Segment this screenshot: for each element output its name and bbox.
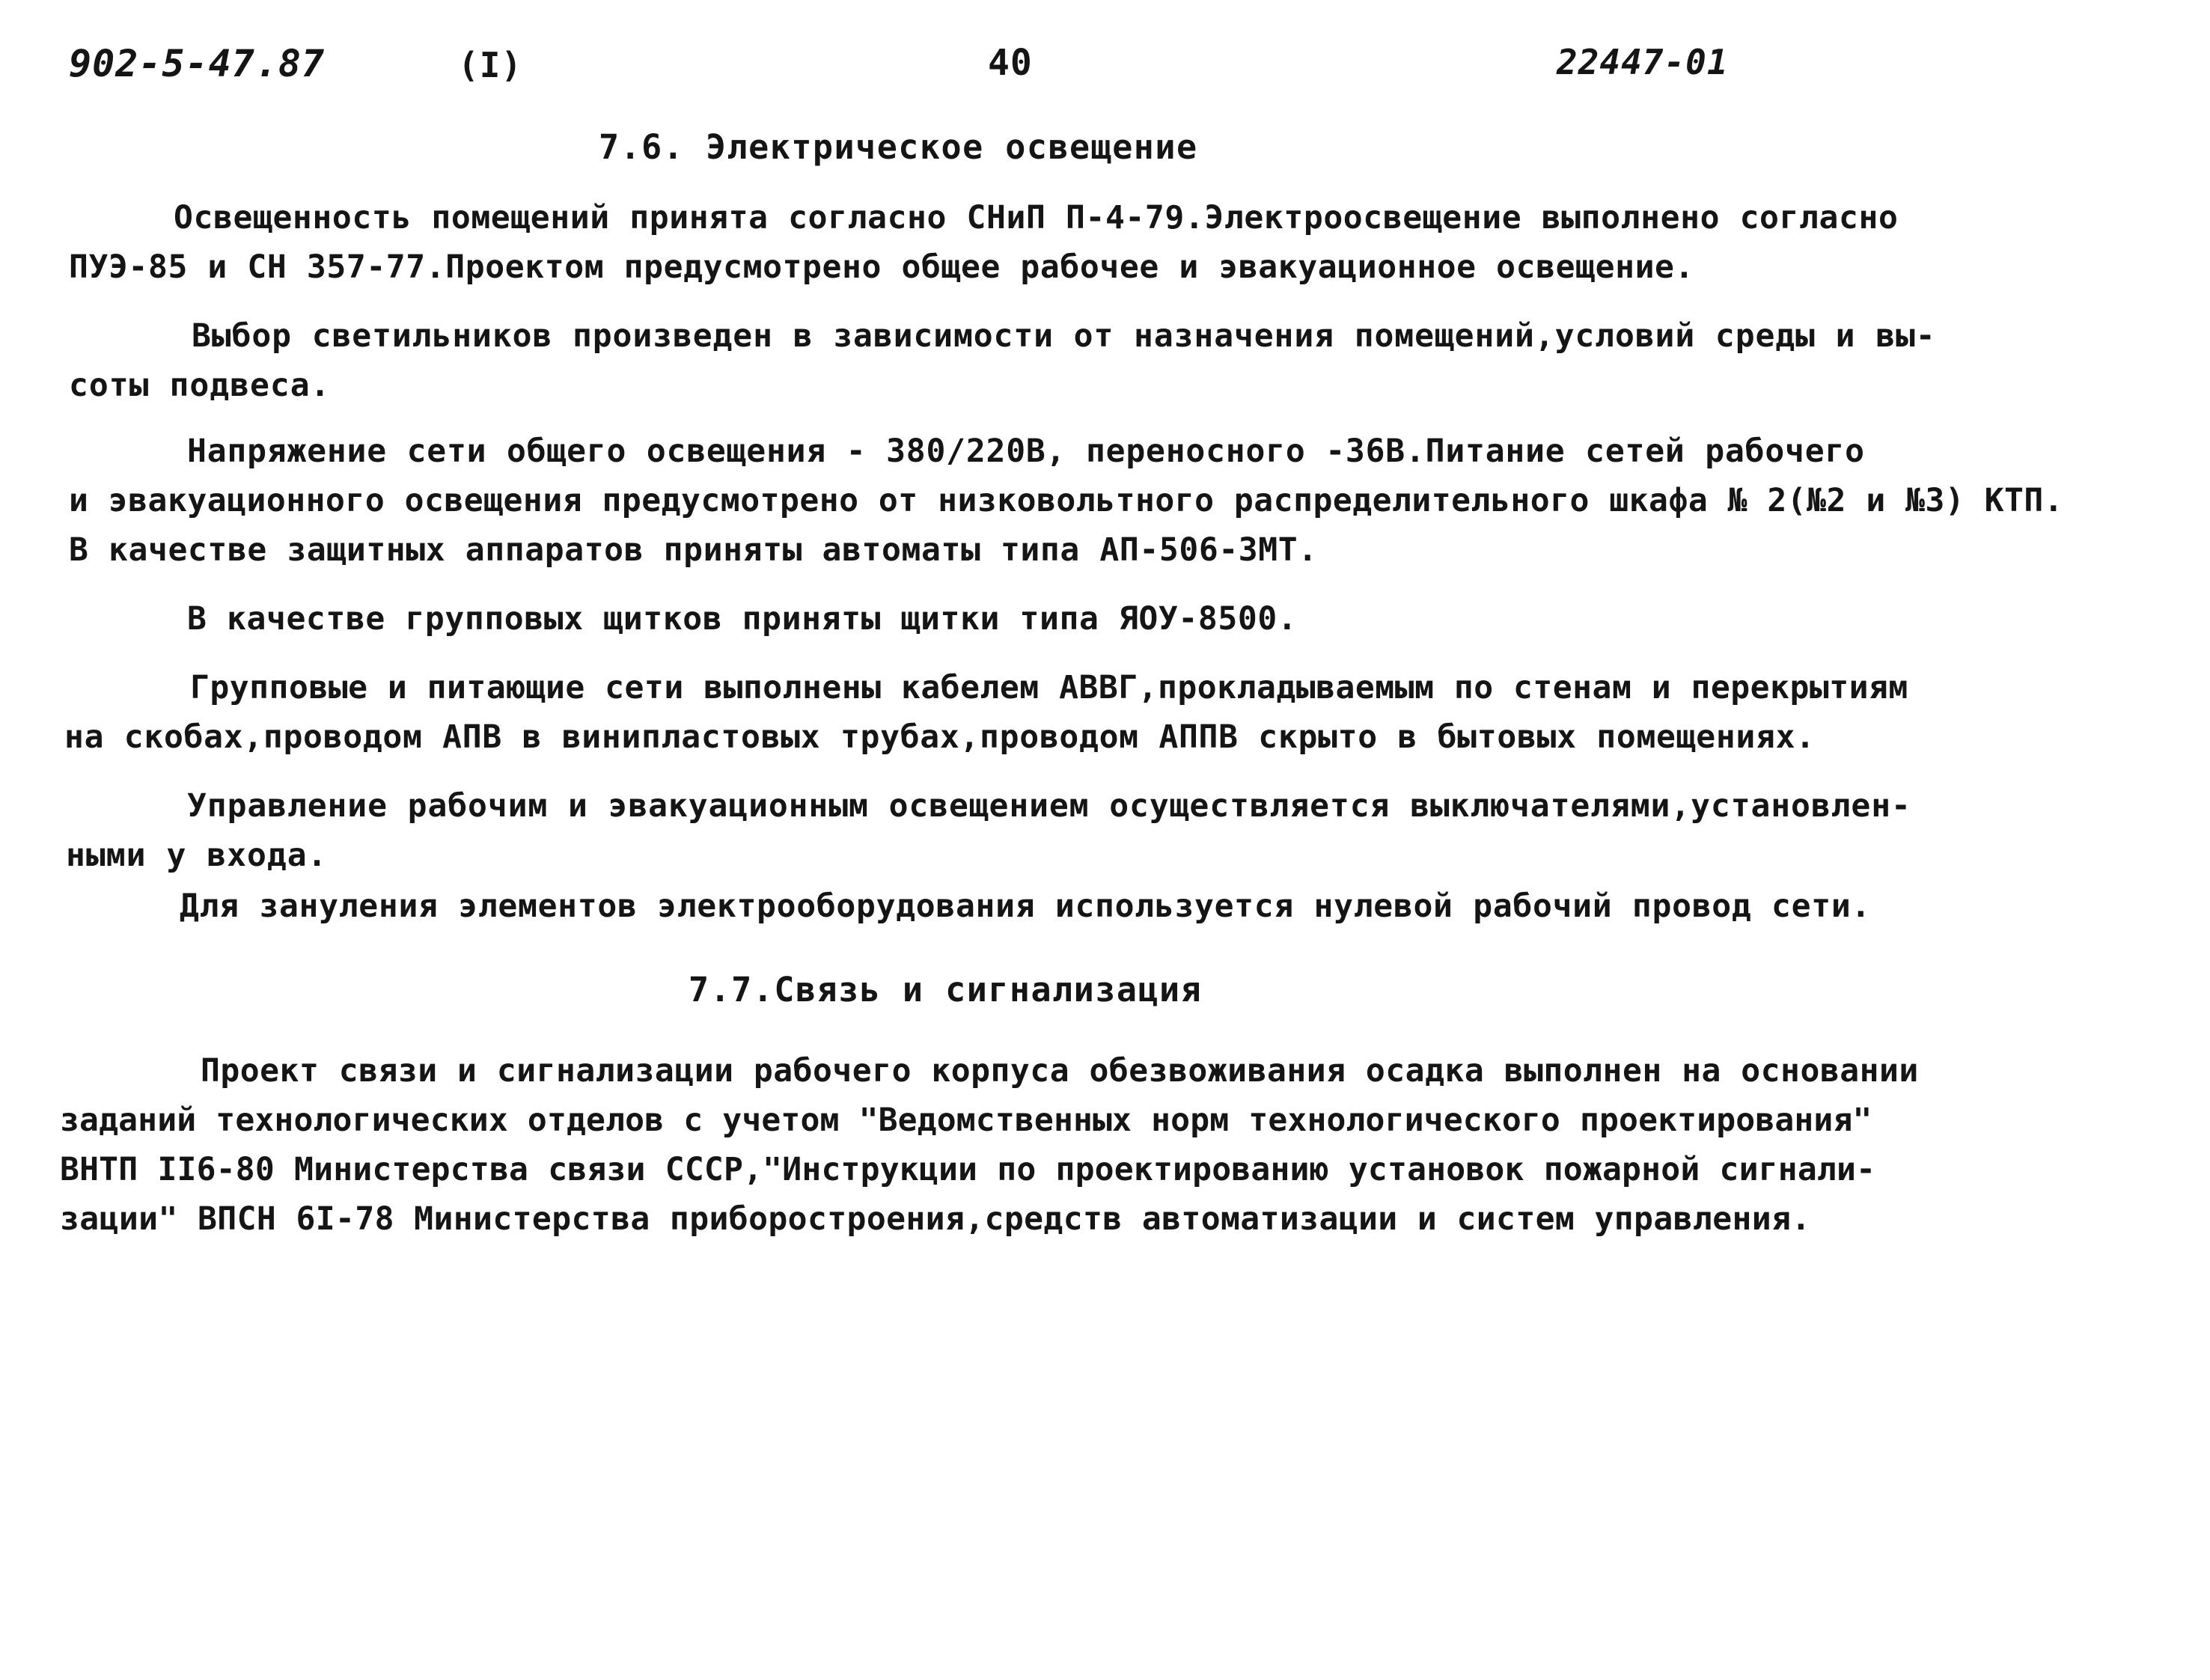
- text-line: на скобах,проводом АПВ в винипластовых трубах,проводом АППВ скрыто в бытовых помещениях.: [64, 718, 1816, 756]
- text-line: В качестве защитных аппаратов приняты автоматы типа АП-506-3МТ.: [69, 531, 1318, 569]
- document-code: 902-5-47.87: [69, 42, 326, 85]
- text-line: ВНТП II6-80 Министерства связи СССР,"Инструкции по проектированию установок пожарной сигнали-: [60, 1151, 1876, 1188]
- text-line: ными у входа.: [66, 837, 328, 874]
- section-7-6-title: 7.6. Электрическое освещение: [599, 127, 1198, 167]
- section-7-7-title: 7.7.Связь и сигнализация: [689, 970, 1203, 1009]
- text-line: Проект связи и сигнализации рабочего корпуса обезвоживания осадка выполнен на основании: [201, 1052, 1919, 1090]
- text-line: заданий технологических отделов с учетом "Ведомственных норм технологического проектирования": [60, 1102, 1872, 1139]
- page-number: 40: [988, 42, 1033, 84]
- text-line: и эвакуационного освещения предусмотрено от низковольтного распределительного шкафа № 2(№2 и №3) КТП.: [69, 482, 2064, 519]
- sheet-label: (I): [458, 45, 523, 85]
- inventory-number: 22447-01: [1557, 42, 1729, 82]
- text-line: ПУЭ-85 и СН 357-77.Проектом предусмотрено общее рабочее и эвакуационное освещение.: [69, 248, 1695, 286]
- text-line: Освещенность помещений принята согласно СНиП П-4-79.Электроосвещение выполнено согласно: [174, 199, 1899, 236]
- text-line: Групповые и питающие сети выполнены кабелем АВВГ,прокладываемым по стенам и перекрытиям: [190, 669, 1908, 706]
- text-line: Напряжение сети общего освещения - 380/220В, переносного -36В.Питание сетей рабочего: [187, 433, 1865, 470]
- text-line: Для зануления элементов электрооборудования используется нулевой рабочий провод сети.: [180, 888, 1871, 925]
- text-line: Выбор светильников произведен в зависимости от назначения помещений,условий среды и вы-: [192, 317, 1936, 355]
- text-line: зации" ВПСН 6I-78 Министерства приборостроения,средств автоматизации и систем управления.: [60, 1200, 1811, 1238]
- text-line: соты подвеса.: [69, 367, 331, 404]
- text-line: Управление рабочим и эвакуационным освещением осуществляется выключателями,установлен-: [187, 787, 1911, 825]
- text-line: В качестве групповых щитков приняты щитки типа ЯОУ-8500.: [187, 600, 1298, 638]
